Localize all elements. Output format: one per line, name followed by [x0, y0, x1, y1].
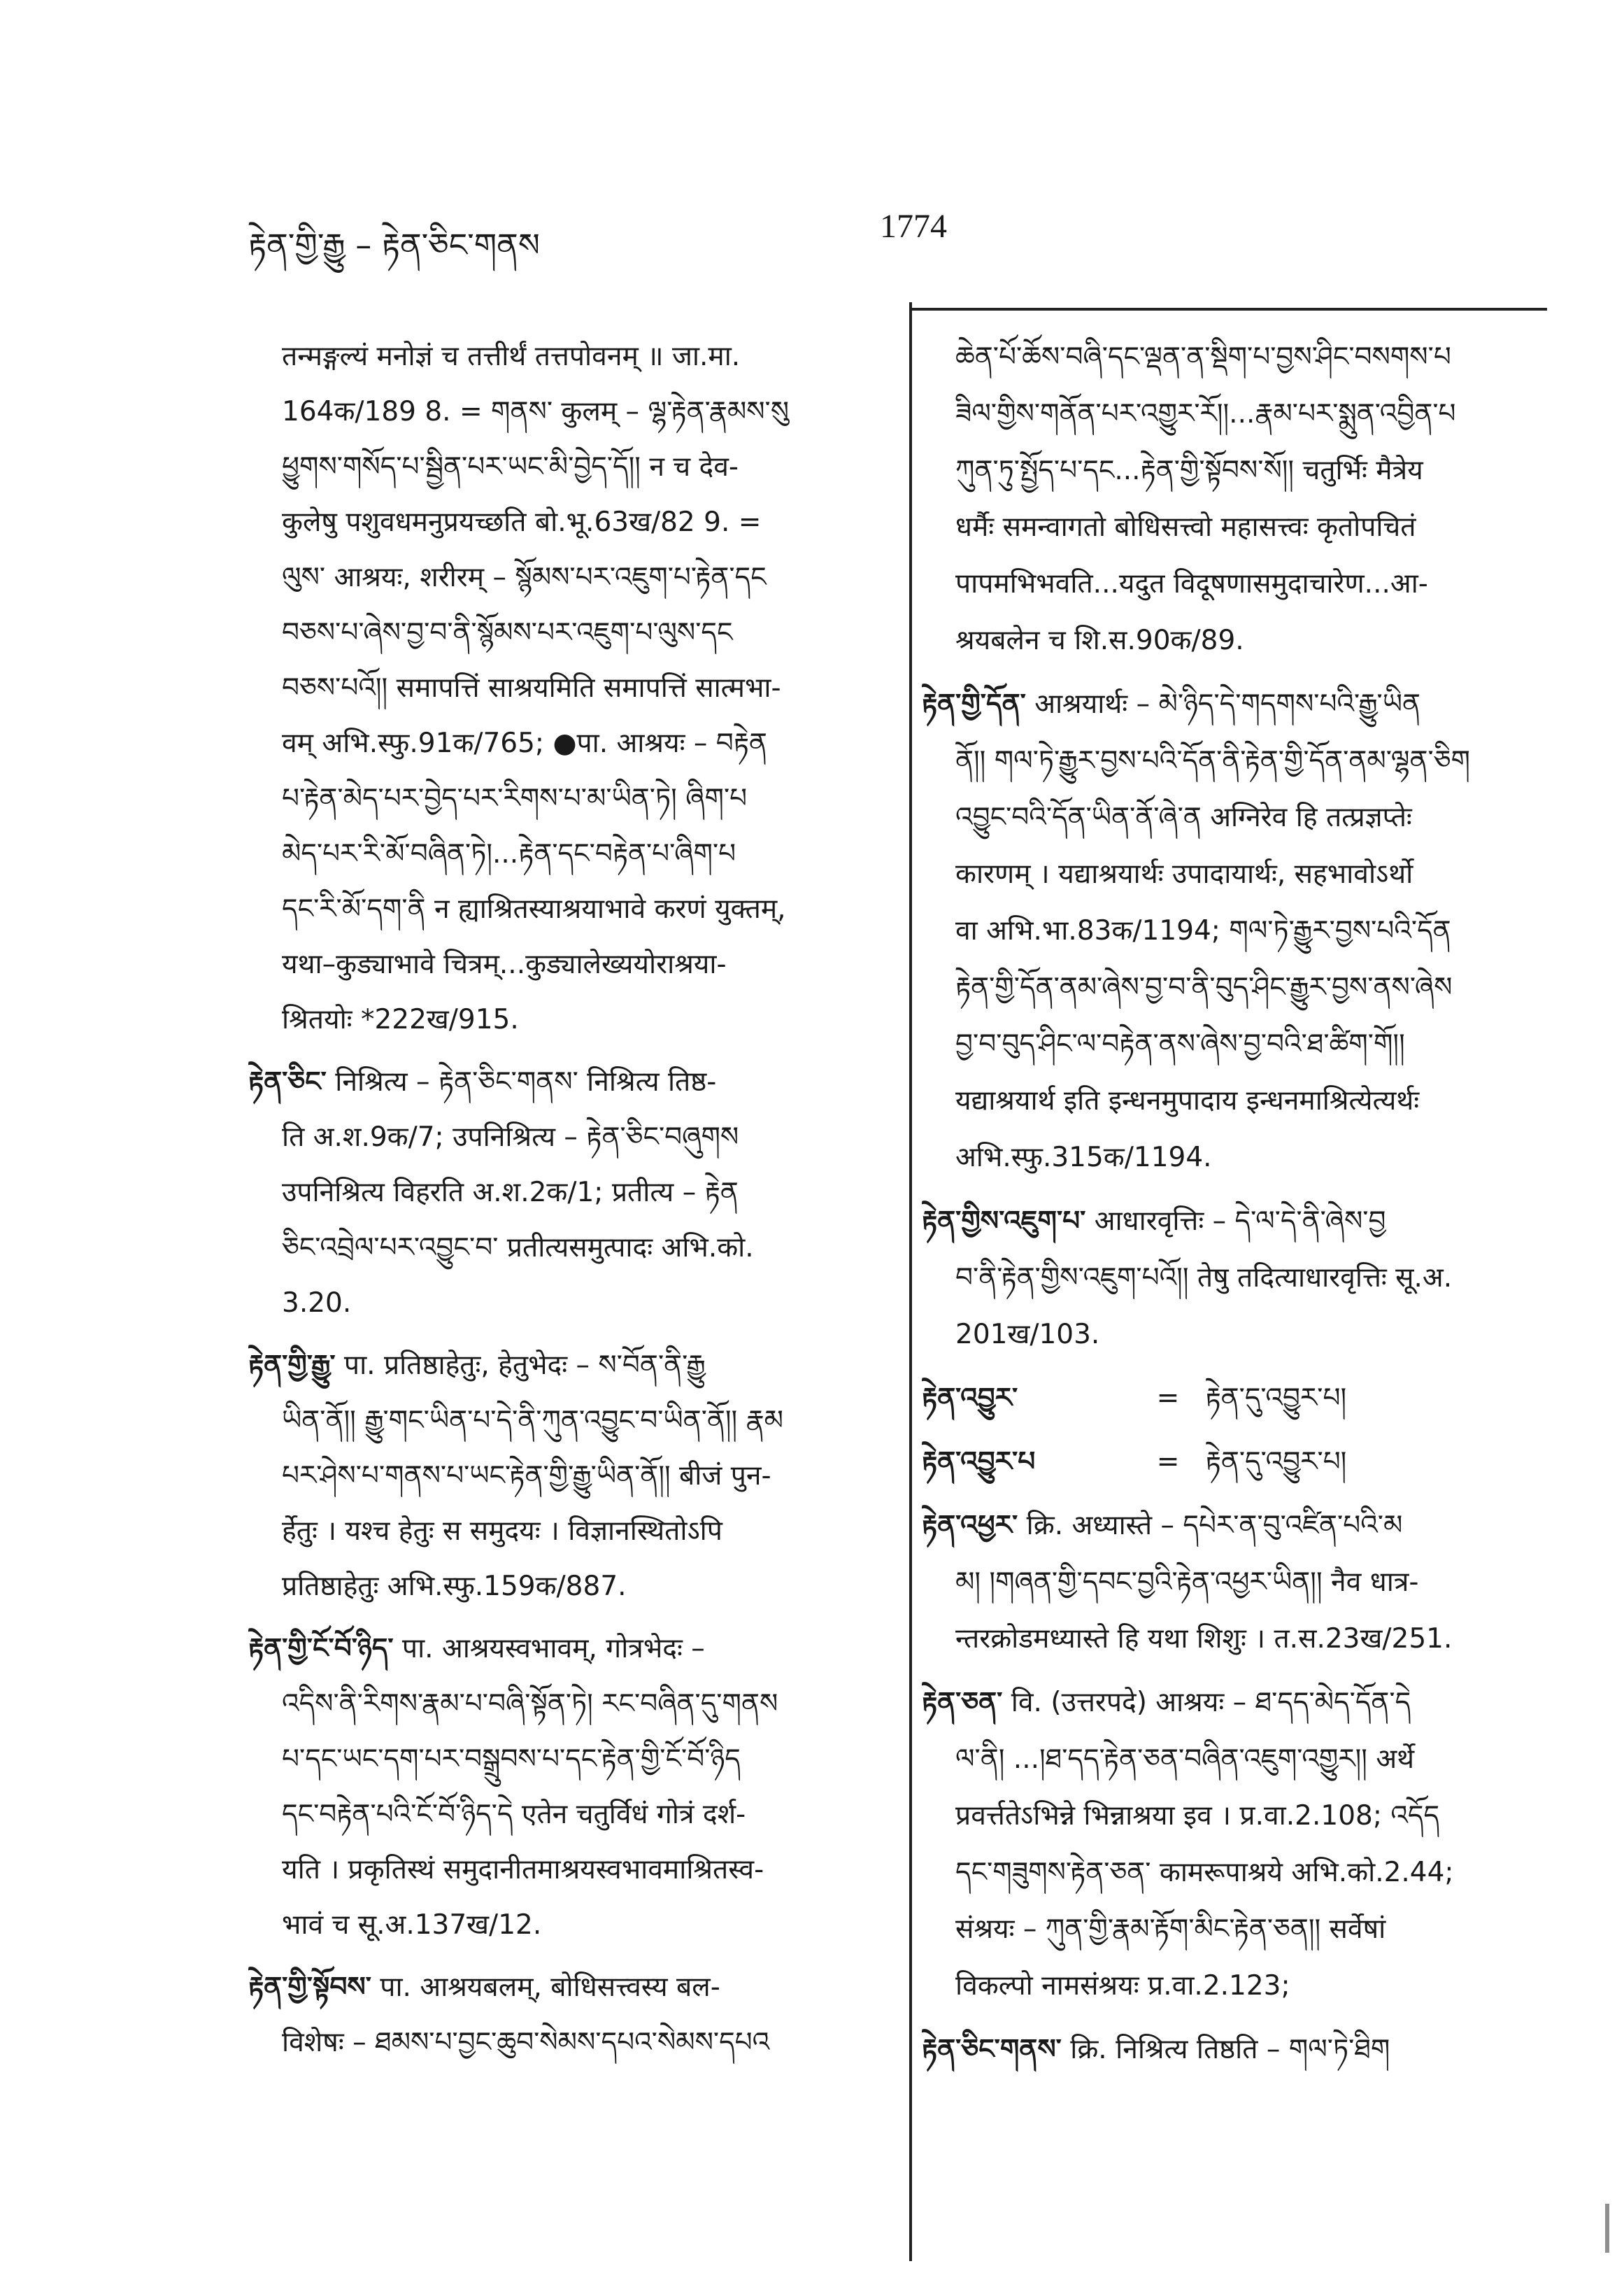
- text-line: कारणम् । यद्याश्रयार्थः उपादायार्थः, सहभावोऽर्थो: [955, 858, 1413, 890]
- entry-definition: वि. (उत्तरपदे) आश्रयः – ཐ་དད་མེད་དོན་དེ: [1002, 1687, 1411, 1718]
- text-line: ཆེན་པོ་ཆོས་བཞི་དང་ལྡན་ན་སྡིག་པ་བྱས་ཤིང་བསགས་པ: [955, 341, 1451, 373]
- text-line: ཡིན་ནོ།། རྒྱུ་གང་ཡིན་པ་དེ་ནི་ཀུན་འབྱུང་བ་ཡིན་ནོ།། རྣམ: [282, 1405, 784, 1436]
- entry-definition: पा. आश्रयस्वभावम्, गोत्रभेदः –: [393, 1633, 705, 1664]
- page-number: 1774: [880, 208, 947, 245]
- text-line: ལ་ནི། ...།ཐ་དད་རྟེན་ཅན་བཞིན་འཇུག་འགྱུར།། अर्थे: [955, 1743, 1415, 1775]
- scan-edge-mark: [1605, 2204, 1609, 2253]
- text-line: འདིས་ནི་རིགས་རྣམ་པ་བཞི་སྟོན་ཏེ། རང་བཞིན་དུ་གནས: [282, 1688, 778, 1720]
- text-line: वम् अभि.स्फु.91क/765; ●पा. आश्रयः – བརྟེན: [282, 728, 767, 759]
- text-line: ཟིལ་གྱིས་གནོན་པར་འགྱུར་རོ།།...རྣམ་པར་སྨུན་འབྱིན་པ: [955, 398, 1456, 430]
- entry-definition: आश्रयार्थः – མེ་ཉིད་དེ་གདགས་པའི་རྒྱུ་ཡིན: [1025, 688, 1421, 720]
- text-line: वा अभि.भा.83क/1194; གལ་ཏེ་རྒྱུར་བྱས་པའི་དོན: [955, 915, 1451, 947]
- headword: རྟེན་ཅན་: [922, 1687, 1003, 1718]
- dictionary-entry-line: [922, 1497, 1551, 1554]
- dictionary-entry-line: [922, 2021, 1551, 2078]
- headword: རྟེན་གྱི་སྟོབས་: [248, 1971, 371, 2003]
- entry-definition: = རྟེན་དུ་འབྱུར་པ།: [1035, 1446, 1347, 1478]
- text-line: न्तरक्रोडमध्यास्ते हि यथा शिशुः । त.स.23ख/251.: [955, 1623, 1453, 1655]
- headword: རྟེན་འཕྱར་: [922, 1510, 1018, 1541]
- text-line: བཅས་པ་ཞེས་བྱ་བ་ནི་སྙོམས་པར་འཇུག་པ་ལུས་དང: [282, 617, 733, 649]
- right-column: [922, 329, 1551, 2078]
- text-line: तन्मङ्गल्यं मनोज्ञं च तत्तीर्थं तत्तपोवनम् ॥ जा.मा.: [282, 341, 741, 372]
- text-line: श्रितयोः *222ख/915.: [282, 1004, 519, 1035]
- text-line: བཅས་པའོ།། समापत्तिं साश्रयमिति समापत्तिं सात्मभा-: [282, 672, 781, 704]
- text-line: र्हेतुः । यश्च हेतुः स समुदयः । विज्ञानस्थितोऽपि: [282, 1515, 722, 1547]
- text-line: ཕྱུགས་གསོད་པ་སྦྱིན་པར་ཡང་མི་བྱེད་དོ།། न च देव-: [282, 451, 739, 483]
- dictionary-entry-line: [922, 1433, 1551, 1490]
- dictionary-entry-line: [248, 1338, 895, 1393]
- entry-definition: आधारवृत्तिः – དེ་ལ་དེ་ནི་ཞེས་བྱ: [1085, 1205, 1386, 1237]
- dictionary-entry-line: [922, 1370, 1551, 1426]
- dictionary-entry-line: [922, 676, 1551, 732]
- text-line: འབྱུང་བའི་དོན་ཡིན་ནོ་ཞེ་ན अग्निरेव हि तत्प्रज्ञप्तेः: [955, 802, 1412, 833]
- entry-definition: पा. प्रतिष्ठाहेतुः, हेतुभेदः – ས་བོན་ནི་རྒྱུ: [335, 1350, 706, 1381]
- text-line: དང་རི་མོ་དག་ནི न ह्याश्रितस्याश्रयाभावे करणं युक्तम्,: [282, 893, 786, 925]
- text-line: ནོ།། གལ་ཏེ་རྒྱུར་བྱས་པའི་དོན་ནི་རྟེན་གྱི་དོན་ནམ་ལྷན་ཅིག: [955, 745, 1470, 777]
- text-line: कुलेषु पशुवधमनुप्रयच्छति बो.भू.63ख/82 9. =: [282, 507, 762, 538]
- entry-definition: क्रि. अध्यास्ते – དཔེར་ན་བུ་འཛིན་པའི་མ: [1018, 1510, 1403, 1541]
- text-line: རྟེན་གྱི་དོན་ནམ་ཞེས་བྱ་བ་ནི་བུད་ཤིང་རྒྱུར་བྱས་ནས་ཞེས: [955, 972, 1453, 1003]
- headword: རྟེན་གྱིས་འཇུག་པ་: [922, 1205, 1086, 1237]
- entry-definition: निश्रित्य – རྟེན་ཅིང་གནས་ निश्रित्य तिष्ठ-: [326, 1066, 717, 1098]
- dictionary-entry-line: [248, 1621, 895, 1676]
- text-line: धर्मैः समन्वागतो बोधिसत्त्वो महासत्त्वः कृतोपचितं: [955, 511, 1416, 543]
- dictionary-entry-line: [248, 1054, 895, 1110]
- column-divider: [909, 302, 912, 2261]
- dictionary-entry-line: [248, 1960, 895, 2015]
- text-line: अभि.स्फु.315क/1194.: [955, 1142, 1212, 1173]
- text-line: མ། །གཞན་གྱི་དབང་བྱའི་རྟེན་འཕྱར་ཡིན།། नैव धात्र-: [955, 1566, 1419, 1598]
- headword: རྟེན་ཅིང་གནས་: [922, 2034, 1062, 2065]
- text-line: དང་གཟུགས་རྟེན་ཅན་ कामरूपाश्रये अभि.को.2.44;: [955, 1857, 1454, 1888]
- entry-definition: क्रि. निश्रित्य तिष्ठति – གལ་ཏེ་ཐིག: [1061, 2034, 1390, 2065]
- text-line: श्रयबलेन च शि.स.90क/89.: [955, 625, 1244, 656]
- text-line: उपनिश्रित्य विहरति अ.श.2क/1; प्रतीत्य – རྟེན: [282, 1177, 739, 1208]
- text-line: པ་དང་ཡང་དག་པར་བསྒྲུབས་པ་དང་རྟེན་གྱི་ངོ་བོ་ཉིད: [282, 1743, 741, 1775]
- text-line: པ་རྟེན་མེད་པར་བྱེད་པར་རིགས་པ་མ་ཡིན་ཏེ། ཞིག་པ: [282, 783, 748, 814]
- entry-definition: पा. आश्रयबलम्, बोधिसत्त्वस्य बल-: [371, 1971, 720, 2003]
- text-line: 164क/189 8. = གནས་ कुलम् – ལྷ་རྟེན་རྣམས་སུ: [282, 396, 790, 427]
- running-head: རྟེན་གྱི་རྒྱུ – རྟེན་ཅིང་གནས: [248, 226, 540, 264]
- text-line: ཀུན་ཏུ་སྤྱོད་པ་དང...རྟེན་གྱི་སྟོབས་སོ།། चतुर्भिः मैत्रेय: [955, 455, 1423, 486]
- text-line: प्रतिष्ठाहेतुः अभि.स्फु.159क/887.: [282, 1571, 627, 1602]
- dictionary-entry-line: [922, 1193, 1551, 1249]
- text-line: དང་བརྟེན་པའི་ངོ་བོ་ཉིད་དེ एतेन चतुर्विधं गोत्रं दर्श-: [282, 1799, 746, 1830]
- text-line: विशेषः – ཐམས་པ་བྱང་ཆུབ་སེམས་དཔའ་སེམས་དཔའ: [282, 2027, 770, 2058]
- headword: རྟེན་ཅིང་: [248, 1066, 327, 1098]
- text-line: བ་ནི་རྟེན་གྱིས་འཇུག་པའོ།། तेषु तदित्याधारवृत्तिः सू.अ.: [955, 1262, 1453, 1294]
- header-rule: [909, 308, 1547, 311]
- text-line: विकल्पो नामसंश्रयः प्र.वा.2.123;: [955, 1970, 1290, 2002]
- text-line: यति । प्रकृतिस्थं समुदानीतमाश्रयस्वभावमाश्रितस्व-: [282, 1854, 764, 1885]
- text-line: प्रवर्त्ततेऽभिन्ने भिन्नाश्रया इव । प्र.वा.2.108; འདོད: [955, 1800, 1440, 1832]
- text-line: ལུས་ आश्रयः, शरीरम् – སྙོམས་པར་འཇུག་པ་རྟེན་དང: [282, 562, 767, 593]
- text-line: संश्रयः – ཀུན་གྱི་རྣམ་རྟོག་མིང་རྟེན་ཅན།། सर्वेषां: [955, 1913, 1386, 1945]
- text-line: यथा–कुड्याभावे चित्रम्...कुड्यालेख्ययोराश्रया-: [282, 949, 727, 980]
- headword: རྟེན་འབྱུར་: [922, 1382, 1018, 1414]
- headword: རྟེན་འབྱུར་པ: [922, 1446, 1036, 1478]
- headword: རྟེན་གྱི་དོན་: [922, 688, 1026, 720]
- left-column: [248, 329, 895, 2070]
- text-line: यद्याश्रयार्थ इति इन्धनमुपादाय इन्धनमाश्रित्येत्यर्थः: [955, 1085, 1420, 1117]
- text-line: མེད་པར་རི་མོ་བཞིན་ཏེ།...རྟེན་དང་བརྟེན་པ་ཞིག་པ: [282, 838, 736, 870]
- text-line: पापमभिभवति...यदुत विदूषणासमुदाचारेण...आ-: [955, 568, 1428, 600]
- text-line: 3.20.: [282, 1287, 352, 1319]
- dictionary-entry-line: [922, 1674, 1551, 1731]
- text-line: པར་ཤེས་པ་གནས་པ་ཡང་རྟེན་གྱི་རྒྱུ་ཡིན་ནོ།། बीजं पुन-: [282, 1460, 771, 1492]
- text-line: བྱ་བ་བུད་ཤིང་ལ་བརྟེན་ནས་ཞེས་བྱ་བའི་ཐ་ཚིག་གོ།།: [955, 1028, 1405, 1060]
- text-line: ति अ.श.9क/7; उपनिश्रित्य – རྟེན་ཅིང་བཞུགས: [282, 1121, 739, 1153]
- entry-definition: = རྟེན་དུ་འབྱུར་པ།: [1018, 1382, 1347, 1414]
- text-line: ཅིང་འབྲེལ་པར་འབྱུང་བ་ प्रतीत्यसमुत्पादः अभि.को.: [282, 1232, 754, 1263]
- headword: རྟེན་གྱི་རྒྱུ་: [248, 1350, 336, 1381]
- headword: རྟེན་གྱི་ངོ་བོ་ཉིད་: [248, 1633, 394, 1664]
- text-line: 201ख/103.: [955, 1319, 1100, 1350]
- text-line: भावं च सू.अ.137ख/12.: [282, 1909, 542, 1941]
